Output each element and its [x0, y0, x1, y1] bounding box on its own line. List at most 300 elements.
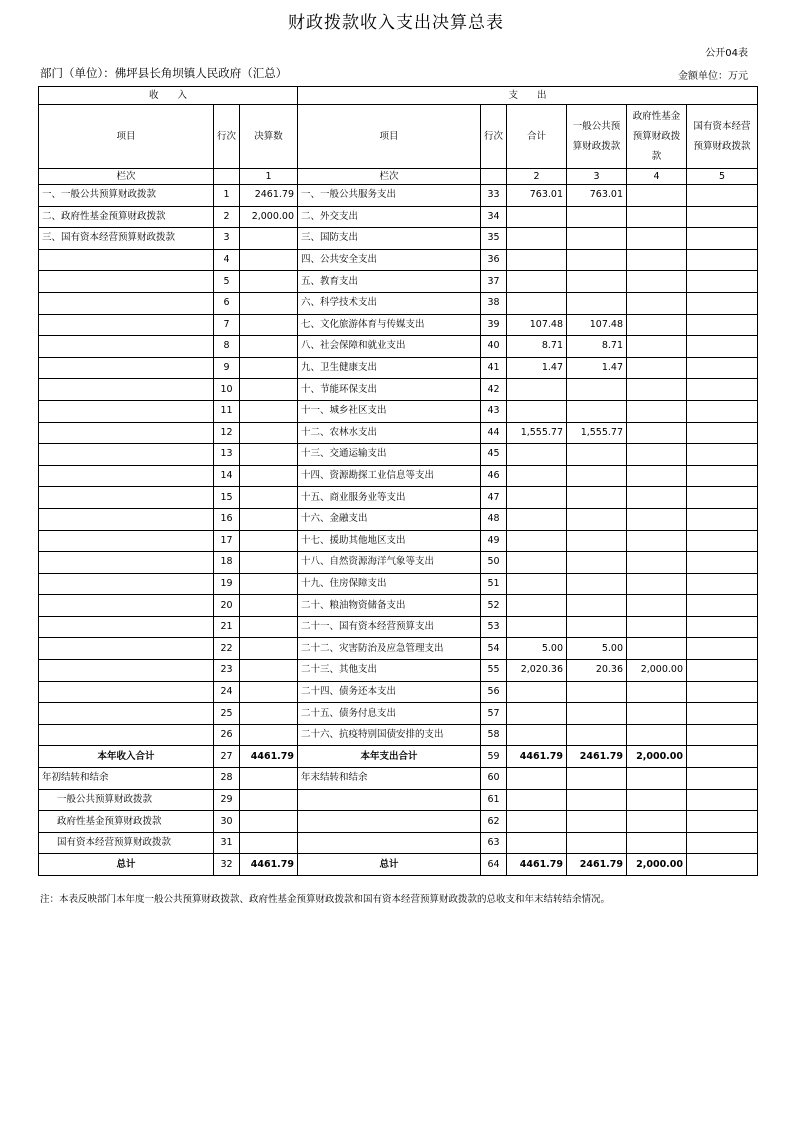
expense-state-capital-cell — [687, 465, 758, 487]
income-line-cell: 10 — [214, 379, 240, 401]
income-line-cell: 27 — [214, 746, 240, 768]
table-row — [39, 249, 758, 271]
income-amount-cell: 2,000.00 — [240, 206, 298, 228]
expense-line-cell: 42 — [481, 379, 507, 401]
expense-total-cell — [507, 379, 567, 401]
expense-gov-fund-cell — [627, 271, 687, 293]
expense-line-cell: 35 — [481, 228, 507, 250]
expense-general-budget-cell — [567, 465, 627, 487]
income-item-cell — [39, 660, 214, 682]
expense-general-budget-cell — [567, 249, 627, 271]
expense-item-cell: 四、公共安全支出 — [298, 249, 481, 271]
expense-line-cell: 52 — [481, 595, 507, 617]
income-amount-cell — [240, 768, 298, 790]
expense-item-cell: 一、一般公共服务支出 — [298, 185, 481, 207]
income-amount-cell — [240, 595, 298, 617]
expense-general-budget-cell: 107.48 — [567, 314, 627, 336]
table-row — [39, 573, 758, 595]
expense-state-capital-cell — [687, 832, 758, 854]
income-line-cell: 17 — [214, 530, 240, 552]
expense-line-cell: 58 — [481, 724, 507, 746]
expense-total-cell — [507, 228, 567, 250]
income-item-cell — [39, 530, 214, 552]
income-line-index — [214, 169, 240, 185]
expense-col-label: 栏次 — [298, 169, 481, 185]
table-row — [39, 530, 758, 552]
expense-state-capital-cell — [687, 336, 758, 358]
expense-total-cell — [507, 789, 567, 811]
income-item-cell — [39, 400, 214, 422]
expense-line-cell: 50 — [481, 552, 507, 574]
table-row — [39, 552, 758, 574]
income-line-cell: 28 — [214, 768, 240, 790]
income-item-cell — [39, 508, 214, 530]
income-amount-cell — [240, 616, 298, 638]
income-amount-cell — [240, 508, 298, 530]
balance-row — [39, 768, 758, 790]
income-line-cell: 15 — [214, 487, 240, 509]
income-amount-cell — [240, 811, 298, 833]
table-row — [39, 724, 758, 746]
form-number: 公开04表 — [705, 48, 748, 59]
expense-item-cell: 二十五、债务付息支出 — [298, 703, 481, 725]
income-amount-cell — [240, 249, 298, 271]
income-amount-cell: 4461.79 — [240, 746, 298, 768]
expense-general-budget-cell — [567, 616, 627, 638]
department-label: 部门（单位）：佛坪县长角坝镇人民政府（汇总） — [40, 66, 288, 80]
income-item-cell: 一般公共预算财政拨款 — [39, 789, 214, 811]
income-item-cell: 政府性基金预算财政拨款 — [39, 811, 214, 833]
expense-general-budget-cell — [567, 703, 627, 725]
expense-total-cell — [507, 249, 567, 271]
gov-fund-header: 政府性基金预算财政拨款 — [627, 105, 687, 169]
expense-general-budget-cell — [567, 573, 627, 595]
expense-general-budget-cell — [567, 206, 627, 228]
column-header-row — [39, 105, 758, 169]
table-row — [39, 444, 758, 466]
expense-item-cell: 十三、交通运输支出 — [298, 444, 481, 466]
expense-total-cell: 107.48 — [507, 314, 567, 336]
table-row — [39, 508, 758, 530]
expense-gov-fund-cell — [627, 487, 687, 509]
expense-item-cell: 二十四、债务还本支出 — [298, 681, 481, 703]
expense-line-cell: 62 — [481, 811, 507, 833]
expense-gov-fund-cell — [627, 552, 687, 574]
table-row — [39, 400, 758, 422]
expense-gov-fund-cell — [627, 530, 687, 552]
expense-line-cell: 43 — [481, 400, 507, 422]
expense-item-cell: 十八、自然资源海洋气象等支出 — [298, 552, 481, 574]
expense-total-cell — [507, 768, 567, 790]
income-amount-cell — [240, 573, 298, 595]
table-row — [39, 185, 758, 207]
expense-gov-fund-cell — [627, 206, 687, 228]
expense-line-cell: 49 — [481, 530, 507, 552]
expense-line-cell: 33 — [481, 185, 507, 207]
income-col-label: 栏次 — [39, 169, 214, 185]
income-amount-cell — [240, 292, 298, 314]
income-item-cell: 二、政府性基金预算财政拨款 — [39, 206, 214, 228]
expense-gov-fund-cell — [627, 573, 687, 595]
income-amount-cell — [240, 465, 298, 487]
table-row — [39, 595, 758, 617]
income-item-cell — [39, 681, 214, 703]
expense-state-capital-cell — [687, 768, 758, 790]
expense-general-budget-cell — [567, 530, 627, 552]
income-line-cell: 8 — [214, 336, 240, 358]
expense-line-cell: 53 — [481, 616, 507, 638]
table-row — [39, 357, 758, 379]
income-line-cell: 18 — [214, 552, 240, 574]
expense-state-capital-cell — [687, 249, 758, 271]
expense-line-cell: 48 — [481, 508, 507, 530]
expense-state-capital-cell — [687, 660, 758, 682]
expense-total-cell — [507, 681, 567, 703]
expense-total-cell: 2,020.36 — [507, 660, 567, 682]
expense-general-budget-cell — [567, 228, 627, 250]
expense-state-capital-cell — [687, 854, 758, 876]
table-row — [39, 206, 758, 228]
expense-item-cell: 十七、援助其他地区支出 — [298, 530, 481, 552]
income-item-cell — [39, 357, 214, 379]
expense-item-cell: 八、社会保障和就业支出 — [298, 336, 481, 358]
expense-gov-fund-cell — [627, 681, 687, 703]
income-amount-cell — [240, 530, 298, 552]
table-row — [39, 314, 758, 336]
expense-state-capital-cell — [687, 444, 758, 466]
income-item-cell: 本年收入合计 — [39, 746, 214, 768]
expense-line-cell: 34 — [481, 206, 507, 228]
income-amount-cell — [240, 400, 298, 422]
expense-state-capital-cell — [687, 552, 758, 574]
income-line-cell: 30 — [214, 811, 240, 833]
income-line-cell: 6 — [214, 292, 240, 314]
income-amount-header: 决算数 — [240, 105, 298, 169]
expense-state-capital-cell — [687, 681, 758, 703]
income-line-cell: 20 — [214, 595, 240, 617]
expense-gov-fund-cell — [627, 724, 687, 746]
expense-item-cell: 本年支出合计 — [298, 746, 481, 768]
expense-total-cell: 5.00 — [507, 638, 567, 660]
expense-general-budget-cell — [567, 379, 627, 401]
income-amount-cell — [240, 379, 298, 401]
expense-general-budget-cell: 5.00 — [567, 638, 627, 660]
expense-general-budget-cell: 2461.79 — [567, 746, 627, 768]
expense-total-cell: 1,555.77 — [507, 422, 567, 444]
income-item-cell — [39, 336, 214, 358]
income-item-cell — [39, 465, 214, 487]
income-item-cell — [39, 595, 214, 617]
expense-line-cell: 36 — [481, 249, 507, 271]
expense-general-budget-cell — [567, 444, 627, 466]
income-line-cell: 9 — [214, 357, 240, 379]
income-item-cell: 国有资本经营预算财政拨款 — [39, 832, 214, 854]
expense-gov-fund-cell — [627, 314, 687, 336]
expense-line-header: 行次 — [481, 105, 507, 169]
expense-item-cell: 十四、资源勘探工业信息等支出 — [298, 465, 481, 487]
expense-state-capital-cell — [687, 724, 758, 746]
balance-row — [39, 789, 758, 811]
expense-line-cell: 40 — [481, 336, 507, 358]
expense-item-cell: 十六、金融支出 — [298, 508, 481, 530]
income-item-cell: 年初结转和结余 — [39, 768, 214, 790]
expense-general-budget-cell — [567, 811, 627, 833]
col-index-1: 1 — [240, 169, 298, 185]
income-line-header: 行次 — [214, 105, 240, 169]
income-line-cell: 31 — [214, 832, 240, 854]
expense-total-cell — [507, 400, 567, 422]
expense-total-cell — [507, 552, 567, 574]
col-index-2: 2 — [507, 169, 567, 185]
income-amount-cell — [240, 638, 298, 660]
income-line-cell: 11 — [214, 400, 240, 422]
income-line-cell: 13 — [214, 444, 240, 466]
expense-general-budget-cell: 1,555.77 — [567, 422, 627, 444]
expense-item-cell: 五、教育支出 — [298, 271, 481, 293]
expense-item-cell: 年末结转和结余 — [298, 768, 481, 790]
expense-gov-fund-cell — [627, 444, 687, 466]
expense-state-capital-cell — [687, 400, 758, 422]
table-row — [39, 616, 758, 638]
expense-line-cell: 60 — [481, 768, 507, 790]
expense-line-cell: 59 — [481, 746, 507, 768]
income-item-cell — [39, 573, 214, 595]
expense-total-cell — [507, 703, 567, 725]
expense-state-capital-cell — [687, 508, 758, 530]
expense-state-capital-cell — [687, 228, 758, 250]
expense-state-capital-cell — [687, 573, 758, 595]
expense-state-capital-cell — [687, 206, 758, 228]
income-amount-cell — [240, 703, 298, 725]
col-index-3: 3 — [567, 169, 627, 185]
income-line-cell: 24 — [214, 681, 240, 703]
expense-line-cell: 39 — [481, 314, 507, 336]
expense-item-cell: 十五、商业服务业等支出 — [298, 487, 481, 509]
expense-item-cell: 七、文化旅游体育与传媒支出 — [298, 314, 481, 336]
expense-item-cell — [298, 789, 481, 811]
expense-gov-fund-cell — [627, 185, 687, 207]
income-item-cell — [39, 616, 214, 638]
expense-line-cell: 51 — [481, 573, 507, 595]
expense-gov-fund-cell — [627, 703, 687, 725]
income-amount-cell — [240, 314, 298, 336]
income-item-cell — [39, 379, 214, 401]
state-capital-header: 国有资本经营预算财政拨款 — [687, 105, 758, 169]
table-row — [39, 422, 758, 444]
expense-line-cell: 61 — [481, 789, 507, 811]
expense-line-cell: 41 — [481, 357, 507, 379]
expense-total-cell — [507, 832, 567, 854]
expense-gov-fund-cell: 2,000.00 — [627, 854, 687, 876]
income-amount-cell — [240, 422, 298, 444]
expense-state-capital-cell — [687, 271, 758, 293]
expense-state-capital-cell — [687, 314, 758, 336]
expense-general-budget-cell: 20.36 — [567, 660, 627, 682]
income-item-header: 项目 — [39, 105, 214, 169]
table-row — [39, 228, 758, 250]
income-amount-cell — [240, 724, 298, 746]
expense-total-cell — [507, 271, 567, 293]
expense-line-cell: 37 — [481, 271, 507, 293]
expense-total-header: 合计 — [507, 105, 567, 169]
income-line-cell: 26 — [214, 724, 240, 746]
income-amount-cell — [240, 357, 298, 379]
income-item-cell: 三、国有资本经营预算财政拨款 — [39, 228, 214, 250]
table-row — [39, 292, 758, 314]
expense-line-cell: 56 — [481, 681, 507, 703]
income-amount-cell — [240, 552, 298, 574]
balance-row — [39, 811, 758, 833]
income-item-cell — [39, 724, 214, 746]
income-amount-cell: 4461.79 — [240, 854, 298, 876]
income-line-cell: 29 — [214, 789, 240, 811]
income-item-cell — [39, 314, 214, 336]
income-item-cell — [39, 422, 214, 444]
expense-state-capital-cell — [687, 595, 758, 617]
footnote: 注：本表反映部门本年度一般公共预算财政拨款、政府性基金预算财政拨款和国有资本经营预算财政拨款的总收支和年末结转结余情况。 — [40, 894, 611, 905]
expense-total-cell — [507, 724, 567, 746]
income-amount-cell — [240, 789, 298, 811]
income-line-cell: 23 — [214, 660, 240, 682]
expense-total-cell — [507, 292, 567, 314]
expense-state-capital-cell — [687, 292, 758, 314]
subtotal-row — [39, 746, 758, 768]
income-line-cell: 2 — [214, 206, 240, 228]
expense-gov-fund-cell — [627, 228, 687, 250]
income-line-cell: 16 — [214, 508, 240, 530]
expense-gov-fund-cell — [627, 400, 687, 422]
expense-general-budget-cell: 2461.79 — [567, 854, 627, 876]
expense-line-cell: 38 — [481, 292, 507, 314]
expense-state-capital-cell — [687, 789, 758, 811]
expense-gov-fund-cell — [627, 336, 687, 358]
expense-item-cell: 十九、住房保障支出 — [298, 573, 481, 595]
expense-general-budget-cell — [567, 400, 627, 422]
expense-general-budget-cell — [567, 508, 627, 530]
expense-section-header: 支 出 — [298, 87, 758, 105]
expense-general-budget-cell — [567, 724, 627, 746]
grand-total-row — [39, 854, 758, 876]
expense-item-cell — [298, 811, 481, 833]
expense-state-capital-cell — [687, 357, 758, 379]
expense-total-cell: 4461.79 — [507, 854, 567, 876]
expense-general-budget-cell — [567, 595, 627, 617]
expense-line-cell: 57 — [481, 703, 507, 725]
income-line-cell: 3 — [214, 228, 240, 250]
income-item-cell — [39, 271, 214, 293]
income-line-cell: 19 — [214, 573, 240, 595]
expense-line-cell: 55 — [481, 660, 507, 682]
income-amount-cell — [240, 336, 298, 358]
expense-general-budget-cell — [567, 292, 627, 314]
finance-summary-table — [38, 86, 758, 876]
expense-item-cell: 二十一、国有资本经营预算支出 — [298, 616, 481, 638]
expense-total-cell — [507, 444, 567, 466]
expense-gov-fund-cell: 2,000.00 — [627, 660, 687, 682]
expense-state-capital-cell — [687, 638, 758, 660]
income-item-cell — [39, 292, 214, 314]
expense-item-header: 项目 — [298, 105, 481, 169]
income-line-cell: 4 — [214, 249, 240, 271]
expense-general-budget-cell — [567, 832, 627, 854]
expense-total-cell: 4461.79 — [507, 746, 567, 768]
expense-line-index — [481, 169, 507, 185]
expense-gov-fund-cell — [627, 811, 687, 833]
expense-item-cell: 三、国防支出 — [298, 228, 481, 250]
income-amount-cell — [240, 832, 298, 854]
income-line-cell: 25 — [214, 703, 240, 725]
income-item-cell: 总计 — [39, 854, 214, 876]
expense-gov-fund-cell — [627, 508, 687, 530]
col-index-4: 4 — [627, 169, 687, 185]
expense-general-budget-cell: 763.01 — [567, 185, 627, 207]
income-amount-cell — [240, 660, 298, 682]
expense-state-capital-cell — [687, 811, 758, 833]
table-row — [39, 487, 758, 509]
expense-general-budget-cell — [567, 768, 627, 790]
expense-item-cell: 十、节能环保支出 — [298, 379, 481, 401]
amount-unit: 金额单位：万元 — [678, 71, 748, 82]
expense-state-capital-cell — [687, 530, 758, 552]
income-amount-cell — [240, 228, 298, 250]
table-row — [39, 703, 758, 725]
expense-state-capital-cell — [687, 379, 758, 401]
expense-general-budget-cell — [567, 681, 627, 703]
table-row — [39, 638, 758, 660]
expense-line-cell: 54 — [481, 638, 507, 660]
expense-gov-fund-cell — [627, 357, 687, 379]
income-item-cell — [39, 444, 214, 466]
table-row — [39, 336, 758, 358]
report-title: 财政拨款收入支出决算总表 — [288, 13, 504, 33]
expense-item-cell: 二十、粮油物资储备支出 — [298, 595, 481, 617]
expense-state-capital-cell — [687, 487, 758, 509]
expense-gov-fund-cell — [627, 379, 687, 401]
expense-total-cell — [507, 530, 567, 552]
expense-state-capital-cell — [687, 422, 758, 444]
income-line-cell: 21 — [214, 616, 240, 638]
expense-state-capital-cell — [687, 185, 758, 207]
table-row — [39, 681, 758, 703]
expense-item-cell: 二十六、抗疫特别国债安排的支出 — [298, 724, 481, 746]
general-budget-header: 一般公共预算财政拨款 — [567, 105, 627, 169]
expense-total-cell — [507, 487, 567, 509]
section-header-row — [39, 87, 758, 105]
income-line-cell: 22 — [214, 638, 240, 660]
expense-gov-fund-cell — [627, 638, 687, 660]
expense-gov-fund-cell — [627, 292, 687, 314]
expense-total-cell — [507, 573, 567, 595]
income-item-cell — [39, 487, 214, 509]
table-row — [39, 660, 758, 682]
expense-total-cell: 1.47 — [507, 357, 567, 379]
expense-state-capital-cell — [687, 616, 758, 638]
expense-general-budget-cell — [567, 552, 627, 574]
expense-item-cell: 二十二、灾害防治及应急管理支出 — [298, 638, 481, 660]
balance-row — [39, 832, 758, 854]
expense-state-capital-cell — [687, 703, 758, 725]
expense-line-cell: 45 — [481, 444, 507, 466]
expense-item-cell: 十一、城乡社区支出 — [298, 400, 481, 422]
expense-line-cell: 47 — [481, 487, 507, 509]
income-item-cell — [39, 638, 214, 660]
expense-gov-fund-cell — [627, 422, 687, 444]
expense-state-capital-cell — [687, 746, 758, 768]
income-amount-cell — [240, 271, 298, 293]
income-item-cell — [39, 249, 214, 271]
expense-general-budget-cell — [567, 271, 627, 293]
income-line-cell: 12 — [214, 422, 240, 444]
